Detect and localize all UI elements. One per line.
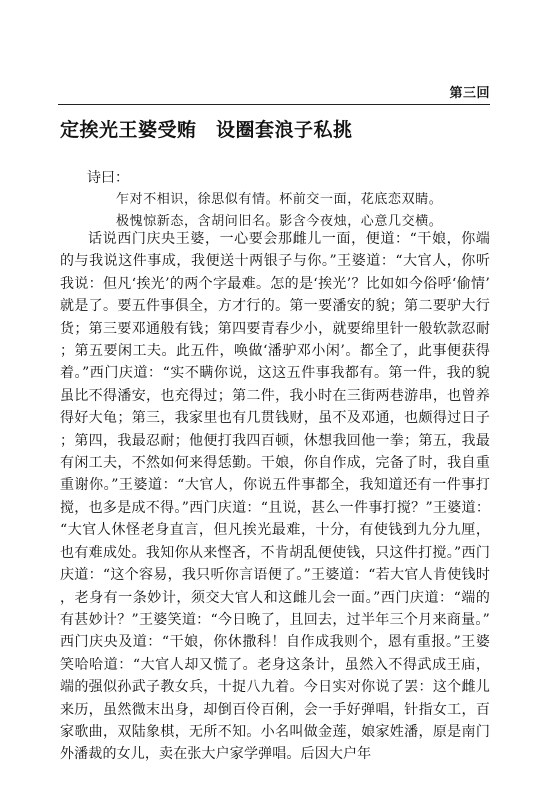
poem-line-1: 乍对不相识，徐思似有情。杯前交一面，花底恋双睛。: [116, 192, 443, 207]
poem-label: 诗曰：: [87, 170, 129, 186]
chapter-title: 定挨光王婆受贿 设圈套浪子私挑: [60, 119, 353, 141]
chapter-marker: 第三回: [449, 86, 490, 101]
body-paragraph: 话说西门庆央王婆，一心要会那雌儿一面，便道：“干娘，你端的与我说这件事成，我便送十两银子与你。”王婆道：“大官人，你听我说：但凡‘挨光’的两个字最难。怎的是‘挨光’？比如如今俗呼‘偷情’就是了。要五件事俱全，方才行的。第一要潘安的貌；第二要驴大行货；第三要邓通般有钱；第四要青春少小，就要绵里针一般软款忍耐；第五要闲工夫。此五件，唤做‘潘驴邓小闲’。都全了，此事便获得着。”西门庆道：“实不瞒你说，这这五件事我都有。第一件，我的貌虽比不得潘安，也充得过；第二件，我小时在三街两巷游串，也曾养得好大龟；第三，我家里也有几贯钱财，虽不及邓通，也颇得过日子；第四，我最忍耐；他便打我四百顿，休想我回他一拳；第五，我最有闲工夫，不然如何来得恁勤。干娘，你自作成，完备了时，我自重重谢你。”王婆道：“大官人，你说五件事都全，我知道还有一件事打搅，也多是成不得。”西门庆道：“且说，甚么一件事打搅？”王婆道：“大官人休怪老身直言，但凡挨光最难，十分，有使钱到九分九厘，也有难成处。我知你从来悭吝，不肯胡乱便使钱，只这件打搅。”西门庆道：“这个容易，我只听你言语便了。”王婆道：“若大官人肯使钱时，老身有一条妙计，须交大官人和这雌儿会一面。”西门庆道：“端的有甚妙计？”王婆笑道：“今日晚了，且回去，过半年三个月来商量。”西门庆央及道：“干娘，你休撒科！自作成我则个，恩有重报。”王婆笑哈哈道：“大官人却又慌了。老身这条计，虽然入不得武成王庙，端的强似孙武子教女兵，十捉八九着。今日实对你说了罢：这个雌儿来历，虽然微末出身，却倒百伶百俐，会一手好弹唱，针指女工，百家歌曲，双陆象棋，无所不知。小名叫做金莲，娘家姓潘，原是南门外潘裁的女儿，卖在张大户家学弹唱。后因大户年: [60, 231, 490, 763]
poem-line-2: 极愧惊新态，含胡问旧名。影含今夜烛，心意几交横。: [116, 214, 443, 229]
running-header: [58, 86, 490, 105]
